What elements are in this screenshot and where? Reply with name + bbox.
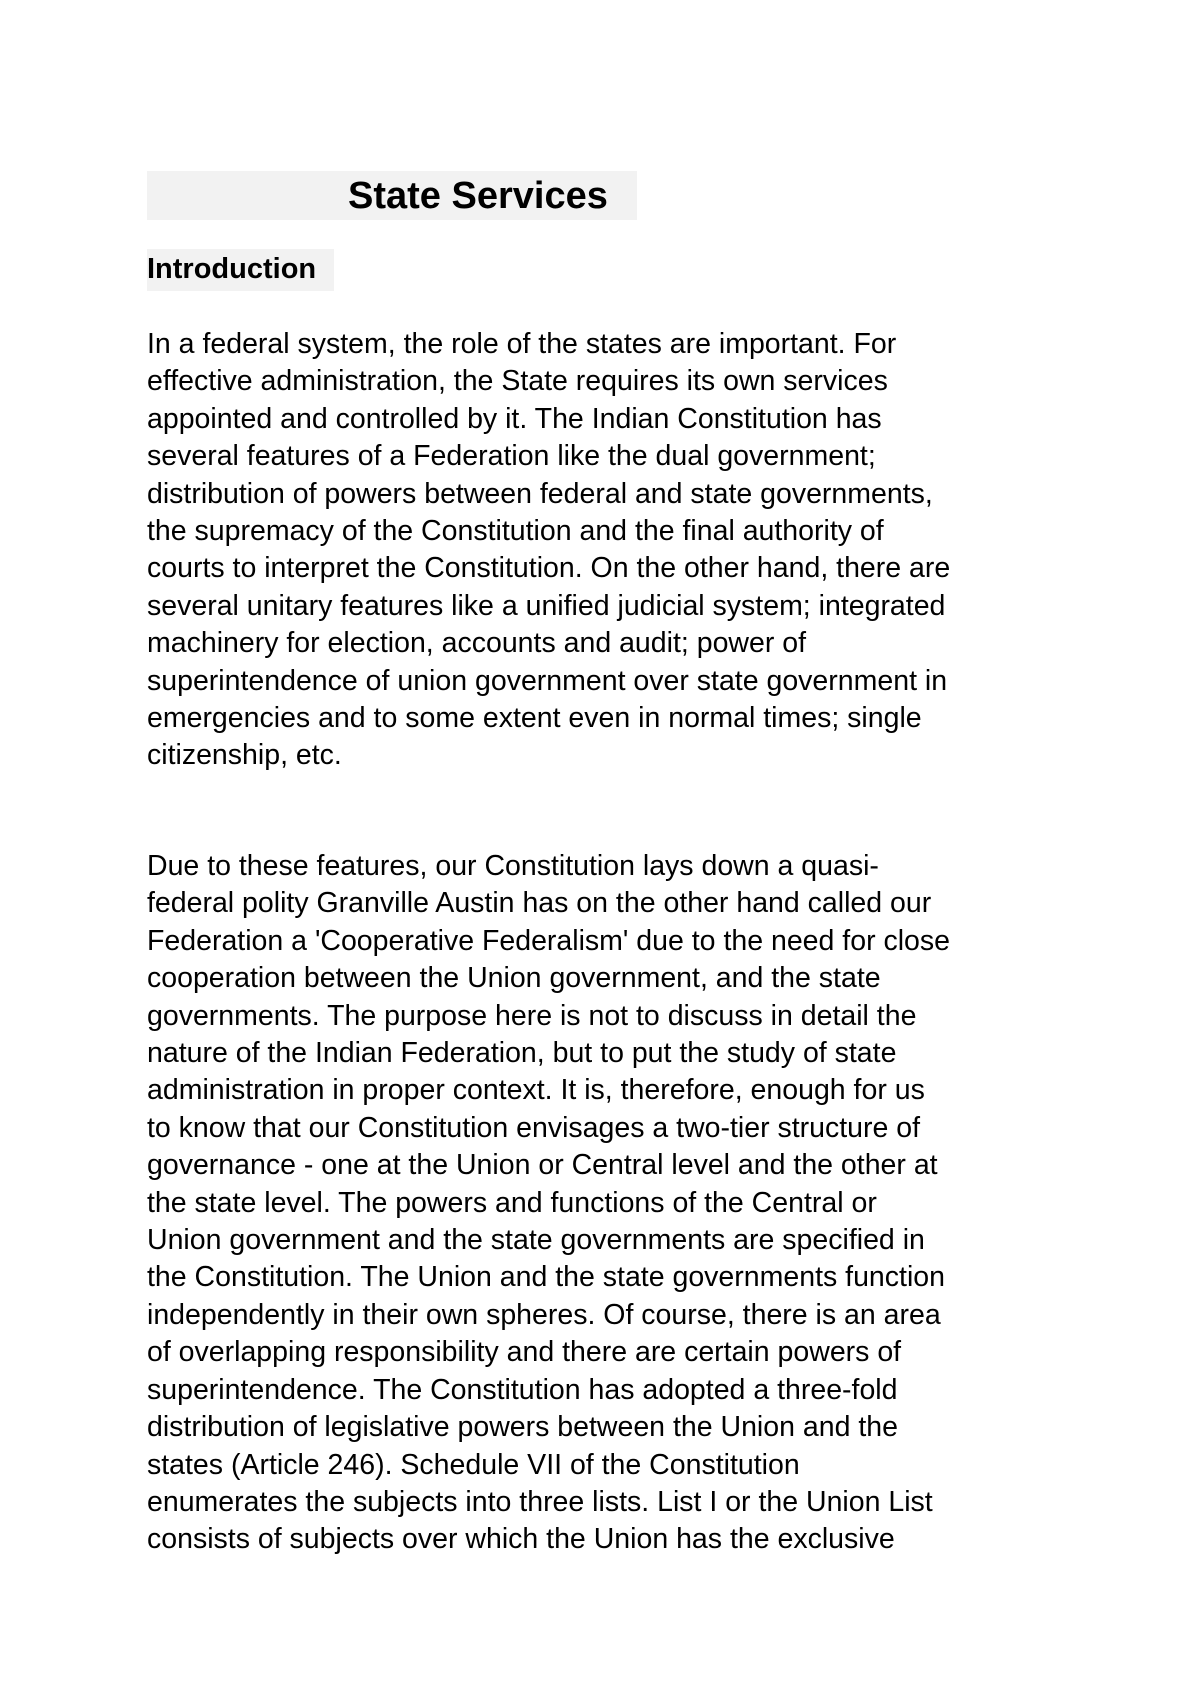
paragraph-2 — [147, 848, 1087, 1559]
text-line: appointed and controlled by it. The Indian Constitution has — [147, 402, 882, 435]
page-title: State Services — [348, 175, 608, 217]
text-line: of overlapping responsibility and there are certain powers of — [147, 1336, 902, 1369]
text-line: consists of subjects over which the Union has the exclusive — [147, 1523, 895, 1556]
text-line: the Constitution. The Union and the state governments function — [147, 1261, 945, 1294]
text-line: citizenship, etc. — [147, 739, 342, 772]
section-heading: Introduction — [147, 253, 317, 285]
text-line: Due to these features, our Constitution lays down a quasi- — [147, 850, 879, 882]
text-line: several features of a Federation like the dual government; — [147, 440, 876, 473]
text-line: administration in proper context. It is, therefore, enough for us — [147, 1074, 925, 1107]
text-line: effective administration, the State requires its own services — [147, 365, 888, 398]
text-line: enumerates the subjects into three lists. List I or the Union List — [147, 1485, 933, 1518]
text-line: cooperation between the Union government, and the state — [147, 962, 881, 995]
text-line: nature of the Indian Federation, but to put the study of state — [147, 1037, 897, 1070]
text-line: several unitary features like a unified judicial system; integrated — [147, 589, 946, 622]
text-line: superintendence. The Constitution has adopted a three-fold — [147, 1373, 898, 1406]
text-line: machinery for election, accounts and audit; power of — [147, 627, 807, 660]
text-line: governments. The purpose here is not to discuss in detail the — [147, 999, 917, 1032]
text-line: Federation a 'Cooperative Federalism' due to the need for close — [147, 924, 951, 957]
text-line: Union government and the state governments are specified in — [147, 1224, 925, 1257]
paragraph-1 — [147, 326, 1087, 775]
text-line: the supremacy of the Constitution and the final authority of — [147, 515, 884, 548]
text-line: superintendence of union government over state government in — [147, 664, 948, 697]
text-line: distribution of legislative powers between the Union and the — [147, 1411, 898, 1444]
text-line: independently in their own spheres. Of course, there is an area — [147, 1298, 941, 1331]
text-line: courts to interpret the Constitution. On the other hand, there are — [147, 552, 951, 585]
text-line: In a federal system, the role of the states are important. For — [147, 328, 897, 360]
text-line: states (Article 246). Schedule VII of the Constitution — [147, 1448, 800, 1481]
text-line: distribution of powers between federal and state governments, — [147, 477, 933, 510]
text-line: emergencies and to some extent even in normal times; single — [147, 702, 922, 735]
text-line: to know that our Constitution envisages a two-tier structure of — [147, 1111, 921, 1144]
text-line: the state level. The powers and functions of the Central or — [147, 1186, 877, 1219]
text-line: governance - one at the Union or Central level and the other at — [147, 1149, 938, 1182]
text-line: federal polity Granville Austin has on the other hand called our — [147, 887, 932, 920]
